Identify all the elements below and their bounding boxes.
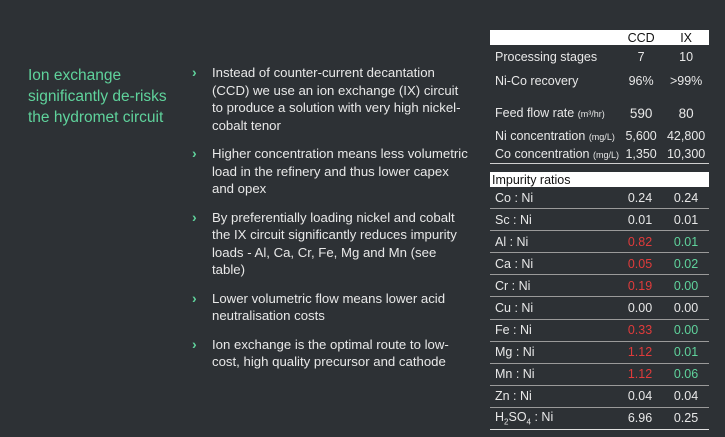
headline-line: Ion exchange [28, 67, 122, 84]
comparison-row [490, 145, 709, 164]
impurity-label: Cu : Ni [490, 297, 617, 319]
ccd-ratio: 0.01 [617, 209, 663, 231]
impurity-table [490, 172, 709, 430]
ix-ratio: 0.01 [663, 231, 709, 253]
chevron-right-icon: › [192, 335, 197, 352]
ix-ratio: 0.00 [663, 297, 709, 319]
row-unit: (mg/L) [588, 132, 615, 142]
ix-ratio: 0.24 [663, 187, 709, 209]
comparison-row [490, 69, 709, 93]
impurity-label: Co : Ni [490, 187, 617, 209]
impurity-label: Fe : Ni [490, 319, 617, 341]
impurity-row [490, 385, 709, 407]
bullet-text: Lower volumetric flow means lower acid neutralisation costs [212, 290, 446, 323]
ccd-ratio: 1.12 [617, 363, 663, 385]
impurity-header-row [490, 172, 709, 187]
impurity-row [490, 187, 709, 209]
impurity-row [490, 297, 709, 319]
bullet-list [192, 64, 470, 382]
ix-ratio: 0.00 [663, 319, 709, 341]
row-label: Feed flow rate (m³/hr) [495, 106, 605, 120]
row-unit: (m³/hr) [577, 109, 605, 119]
impurity-label: Ca : Ni [490, 253, 617, 275]
header-blank [490, 30, 619, 45]
ccd-ratio: 0.33 [617, 319, 663, 341]
chevron-right-icon: › [192, 208, 197, 225]
ccd-ratio: 6.96 [617, 407, 663, 429]
impurity-row [490, 407, 709, 429]
impurity-label: Zn : Ni [490, 385, 617, 407]
ccd-ratio: 0.04 [617, 385, 663, 407]
impurity-title: Impurity ratios [490, 172, 709, 187]
ix-ratio: 0.01 [663, 341, 709, 363]
bullet-text: Higher concentration means less volumetric load in the refinery and thus lower capex and opex [212, 146, 468, 196]
ccd-ratio: 0.05 [617, 253, 663, 275]
impurity-row [490, 209, 709, 231]
headline-line: significantly de-risks [28, 88, 167, 105]
impurity-row [490, 341, 709, 363]
bullet-text: Instead of counter-current decantation (CCD) we use an ion exchange (IX) circuit to produce a solution with very high nickel-cobalt tenor [212, 65, 461, 133]
bullet-item [192, 64, 470, 134]
row-label: Ni concentration (mg/L) [495, 129, 615, 143]
bullet-item [192, 145, 470, 198]
ix-value: 80 [678, 105, 694, 121]
ix-ratio: 0.25 [663, 407, 709, 429]
ccd-value: 96% [628, 74, 654, 88]
bullet-item [192, 209, 470, 279]
impurity-label: Al : Ni [490, 231, 617, 253]
impurity-label: Sc : Ni [490, 209, 617, 231]
ccd-value: 1,350 [619, 145, 663, 164]
impurity-row [490, 319, 709, 341]
ix-ratio: 0.04 [663, 385, 709, 407]
impurity-label: Mg : Ni [490, 341, 617, 363]
comparison-row [490, 93, 709, 127]
ix-value: 10,300 [663, 145, 709, 164]
ix-ratio: 0.01 [663, 209, 709, 231]
header-ccd: CCD [619, 30, 663, 45]
ccd-ratio: 0.00 [617, 297, 663, 319]
bullet-text: Ion exchange is the optimal route to low-cost, high quality precursor and cathode [212, 336, 449, 369]
comparison-row [490, 127, 709, 145]
ccd-value: 7 [637, 50, 645, 64]
bullet-item [192, 290, 470, 325]
ix-value: 10 [679, 50, 694, 64]
row-label: Ni-Co recovery [495, 74, 579, 88]
impurity-row [490, 363, 709, 385]
ccd-ratio: 0.82 [617, 231, 663, 253]
chevron-right-icon: › [192, 145, 197, 161]
ix-value: >99% [669, 74, 703, 88]
impurity-body [490, 187, 709, 430]
row-label: Co concentration (mg/L) [490, 145, 619, 164]
impurity-label: Mn : Ni [490, 363, 617, 385]
ix-ratio: 0.02 [663, 253, 709, 275]
impurity-row [490, 231, 709, 253]
bullet-item [192, 336, 470, 371]
comparison-row [490, 45, 709, 69]
chevron-right-icon: › [192, 64, 197, 80]
row-unit: (mg/L) [593, 150, 620, 160]
row-label: Processing stages [495, 50, 598, 64]
ccd-ratio: 0.24 [617, 187, 663, 209]
bullet-text: By preferentially loading nickel and cobalt the IX circuit significantly reduces impurity loads - Al, Ca, Cr, Fe, Mg and Mn (see table) [212, 209, 457, 277]
ccd-ratio: 0.19 [617, 275, 663, 297]
ccd-value: 590 [629, 105, 653, 121]
ccd-value: 5,600 [625, 129, 657, 143]
ccd-ratio: 1.12 [617, 341, 663, 363]
impurity-row [490, 253, 709, 275]
ix-ratio: 0.06 [663, 363, 709, 385]
headline [28, 65, 178, 128]
ix-value: 42,800 [666, 129, 706, 143]
header-ix: IX [663, 30, 709, 45]
comparison-table [490, 30, 709, 164]
ix-ratio: 0.00 [663, 275, 709, 297]
chevron-right-icon: › [192, 289, 197, 306]
comparison-header-row [490, 30, 709, 45]
headline-line: the hydromet circuit [28, 109, 164, 126]
impurity-label: Cr : Ni [490, 275, 617, 297]
impurity-row [490, 275, 709, 297]
impurity-label: $H_2SO_4$ : Ni [490, 407, 617, 429]
